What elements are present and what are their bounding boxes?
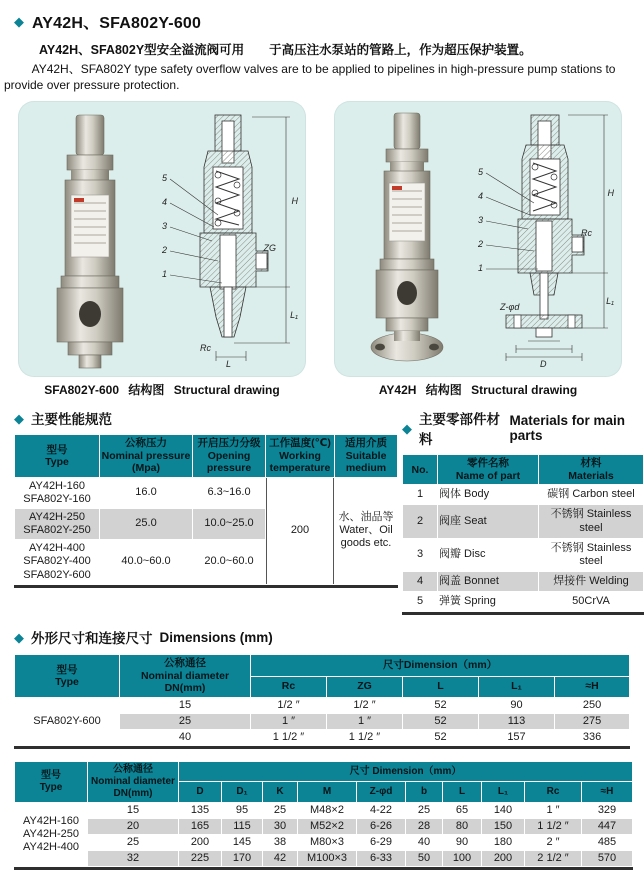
header-cell: L — [403, 677, 478, 697]
table-cell: 阀体 Body — [438, 485, 538, 504]
table-cell: 20.0~60.0 — [193, 540, 265, 584]
dim-label-port: ZG — [263, 243, 276, 254]
page-title-row — [0, 0, 640, 33]
table-cell: 焊接件 Welding — [539, 572, 643, 591]
table-cell: 570 — [582, 851, 632, 866]
caption-model: AY42H — [378, 383, 417, 398]
drawing-panels — [18, 101, 622, 377]
table-cell: 不锈钢 Stainless steel — [539, 505, 643, 537]
table-cell: 40.0~60.0 — [100, 540, 192, 584]
table-cell: 1 1/2 ″ — [327, 730, 402, 745]
table-cell: 140 — [482, 803, 524, 818]
table-cell: 180 — [482, 835, 524, 850]
caption-zh: 结构图 — [128, 383, 165, 398]
table-cell: AY42H-160 AY42H-250 AY42H-400 — [15, 803, 87, 867]
performance-table — [14, 434, 398, 587]
header-cell: 零件名称 Name of part — [438, 455, 538, 484]
header-cell: D₁ — [222, 782, 262, 801]
panel-ay42h — [334, 101, 622, 377]
table-cell: 1 — [403, 485, 437, 504]
table-cell: 20 — [88, 819, 178, 834]
header-cell: 材料 Materials — [539, 455, 643, 484]
table-cell: 10.0~25.0 — [193, 509, 265, 539]
part-number-label: 5 — [478, 167, 484, 178]
header-cell: ≈H — [555, 677, 629, 697]
table-cell: 225 — [179, 851, 221, 866]
caption-sfa802y — [18, 381, 306, 398]
table-cell: 336 — [555, 730, 629, 745]
table-cell: AY42H-160 SFA802Y-160 — [15, 478, 99, 508]
header-cell: L₁ — [479, 677, 554, 697]
header-cell: K — [263, 782, 297, 801]
table-cell: 90 — [479, 698, 554, 713]
section-title-en: Materials for main parts — [509, 413, 626, 444]
table-cell: 2 — [403, 505, 437, 537]
diamond-icon: ◆ — [14, 410, 24, 426]
section-title: 主要性能规范 — [31, 412, 112, 428]
dim-label-h: H — [607, 188, 614, 199]
table-cell: 15 — [88, 803, 178, 818]
table-cell: AY42H-250 SFA802Y-250 — [15, 509, 99, 539]
table-cell: 碳钢 Carbon steel — [539, 485, 643, 504]
header-cell: Rc — [525, 782, 581, 801]
panel-captions — [18, 381, 622, 398]
table-cell: 30 — [263, 819, 297, 834]
caption-ay42h — [334, 381, 622, 398]
part-number-label: 5 — [162, 173, 168, 184]
table-cell: 2 ″ — [525, 835, 581, 850]
table-cell: 95 — [222, 803, 262, 818]
table-cell: AY42H-400 SFA802Y-400 SFA802Y-600 — [15, 540, 99, 584]
dim-label-port: Rc — [581, 228, 592, 239]
table-cell: 16.0 — [100, 478, 192, 508]
part-number-label: 4 — [162, 197, 168, 208]
section-materials — [402, 408, 644, 448]
header-cell: 开启压力分级 Opening pressure — [193, 435, 265, 476]
table-cell: 弹簧 Spring — [438, 592, 538, 611]
caption-en: Structural drawing — [173, 383, 280, 398]
page-title: AY42H、SFA802Y-600 — [32, 15, 202, 32]
header-cell: 公称通径 Nominal diameter DN(mm) — [120, 655, 250, 696]
table-cell: M80×3 — [298, 835, 356, 850]
caption-model: SFA802Y-600 — [44, 383, 119, 398]
panel-sfa802y — [18, 101, 306, 377]
table-cell: 50CrVA — [539, 592, 643, 611]
intro-chinese: AY42H、SFA802Y型安全溢流阀可用 于高压注水泵站的管路上，作为超压保护装置。 — [39, 43, 532, 57]
table-cell: 水、油品等 Water、Oil goods etc. — [335, 478, 397, 584]
dim-label-h: H — [291, 196, 298, 207]
header-cell: M — [298, 782, 356, 801]
structural-drawing-sfa802y — [160, 111, 300, 369]
table-cell: 485 — [582, 835, 632, 850]
table-cell: 52 — [403, 698, 478, 713]
header-cell: Z-φd — [357, 782, 405, 801]
caption-zh: 结构图 — [425, 383, 462, 398]
table-cell: 157 — [479, 730, 554, 745]
header-cell: 尺寸 Dimension（mm） — [179, 762, 632, 781]
table-cell: 1 1/2 ″ — [525, 819, 581, 834]
part-number-label: 1 — [478, 263, 484, 274]
table-cell: 150 — [482, 819, 524, 834]
header-cell: 适用介质 Suitable medium — [335, 435, 397, 476]
table-cell: 1 ″ — [327, 714, 402, 729]
dim-label-l1: L₁ — [606, 296, 614, 307]
table-cell: 25.0 — [100, 509, 192, 539]
table-cell: 3 — [403, 539, 437, 571]
dim-label-thread: Rc — [200, 343, 211, 354]
table-cell: 90 — [443, 835, 481, 850]
table-cell: 不锈钢 Stainless steel — [539, 539, 643, 571]
table-cell: 4 — [403, 572, 437, 591]
header-cell: 型号 Type — [15, 435, 99, 476]
header-cell: Rc — [251, 677, 326, 697]
header-cell: L — [443, 782, 481, 801]
dimensions-table-ay42h — [14, 761, 633, 870]
materials-table — [402, 454, 644, 615]
table-cell: 447 — [582, 819, 632, 834]
table-cell: 38 — [263, 835, 297, 850]
table-cell: 115 — [222, 819, 262, 834]
table-cell: M52×2 — [298, 819, 356, 834]
table-cell: 1/2 ″ — [327, 698, 402, 713]
table-cell: 40 — [120, 730, 250, 745]
dimensions-table-sfa802y — [14, 654, 630, 749]
table-cell: 170 — [222, 851, 262, 866]
part-number-label: 3 — [478, 215, 484, 226]
table-cell: 1 ″ — [251, 714, 326, 729]
table-cell: 200 — [482, 851, 524, 866]
table-cell: 40 — [406, 835, 442, 850]
section-performance — [14, 408, 392, 428]
table-cell: 阀瓣 Disc — [438, 539, 538, 571]
header-cell: No. — [403, 455, 437, 484]
header-cell: 型号 Type — [15, 762, 87, 801]
table-cell: 250 — [555, 698, 629, 713]
header-cell: ≈H — [582, 782, 632, 801]
table-cell: 42 — [263, 851, 297, 866]
table-cell: 4-22 — [357, 803, 405, 818]
table-cell: 6-29 — [357, 835, 405, 850]
part-number-label: 4 — [478, 191, 484, 202]
table-cell: 1 ″ — [525, 803, 581, 818]
intro-english: AY42H、SFA802Y type safety overflow valves are to be applied to pipelines in high-pressure pump stations to provide over pressure protection. — [4, 62, 616, 93]
table-cell: 6-33 — [357, 851, 405, 866]
table-cell: 阀座 Seat — [438, 505, 538, 537]
table-cell: 275 — [555, 714, 629, 729]
table-cell: 200 — [266, 478, 334, 584]
table-cell: 25 — [88, 835, 178, 850]
section-dimensions — [14, 627, 626, 647]
valve-photo-ay42h — [334, 101, 476, 377]
header-cell: ZG — [327, 677, 402, 697]
caption-en: Structural drawing — [471, 383, 578, 398]
table-cell: 113 — [479, 714, 554, 729]
section-title-zh: 主要零部件材料 — [419, 412, 500, 448]
header-cell: b — [406, 782, 442, 801]
table-cell: 50 — [406, 851, 442, 866]
table-cell: 25 — [406, 803, 442, 818]
table-cell: SFA802Y-600 — [15, 698, 119, 746]
section-title-en: Dimensions (mm) — [159, 629, 273, 645]
table-cell: 329 — [582, 803, 632, 818]
table-cell: 阀盖 Bonnet — [438, 572, 538, 591]
table-cell: 65 — [443, 803, 481, 818]
valve-photo-sfa802y — [18, 101, 160, 377]
table-cell: 52 — [403, 714, 478, 729]
table-cell: 25 — [120, 714, 250, 729]
table-cell: 1/2 ″ — [251, 698, 326, 713]
dim-label-l: L — [226, 359, 232, 370]
diamond-icon: ◆ — [402, 420, 412, 436]
table-cell: 15 — [120, 698, 250, 713]
table-cell: 135 — [179, 803, 221, 818]
table-cell: 2 1/2 ″ — [525, 851, 581, 866]
header-cell: 型号 Type — [15, 655, 119, 696]
header-cell: D — [179, 782, 221, 801]
table-cell: 165 — [179, 819, 221, 834]
diamond-icon: ◆ — [14, 14, 24, 29]
header-cell: L₁ — [482, 782, 524, 801]
header-cell: 公称压力 Nominal pressure (Mpa) — [100, 435, 192, 476]
header-cell: 公称通径 Nominal diameter DN(mm) — [88, 762, 178, 801]
table-cell: 28 — [406, 819, 442, 834]
table-cell: M100×3 — [298, 851, 356, 866]
table-cell: 200 — [179, 835, 221, 850]
part-number-label: 3 — [162, 221, 168, 232]
table-cell: 52 — [403, 730, 478, 745]
header-cell: 尺寸Dimension（mm） — [251, 655, 629, 675]
table-cell: 100 — [443, 851, 481, 866]
table-cell: 6-26 — [357, 819, 405, 834]
part-number-label: 2 — [162, 245, 168, 256]
part-number-label: 1 — [162, 269, 168, 280]
table-cell: 25 — [263, 803, 297, 818]
table-cell: 32 — [88, 851, 178, 866]
part-number-label: 2 — [478, 239, 484, 250]
table-cell: 1 1/2 ″ — [251, 730, 326, 745]
table-cell: 145 — [222, 835, 262, 850]
table-cell: 6.3~16.0 — [193, 478, 265, 508]
dim-label-bolt: Z-φd — [500, 302, 520, 313]
dim-label-d: D — [540, 359, 547, 370]
table-cell: 5 — [403, 592, 437, 611]
dim-label-l1: L₁ — [290, 310, 298, 321]
table-cell: M48×2 — [298, 803, 356, 818]
section-title-zh: 外形尺寸和连接尺寸 — [31, 631, 153, 647]
header-cell: 工作温度(℃) Working temperature — [266, 435, 334, 476]
diamond-icon: ◆ — [14, 629, 24, 645]
table-cell: 80 — [443, 819, 481, 834]
structural-drawing-ay42h — [476, 111, 616, 369]
